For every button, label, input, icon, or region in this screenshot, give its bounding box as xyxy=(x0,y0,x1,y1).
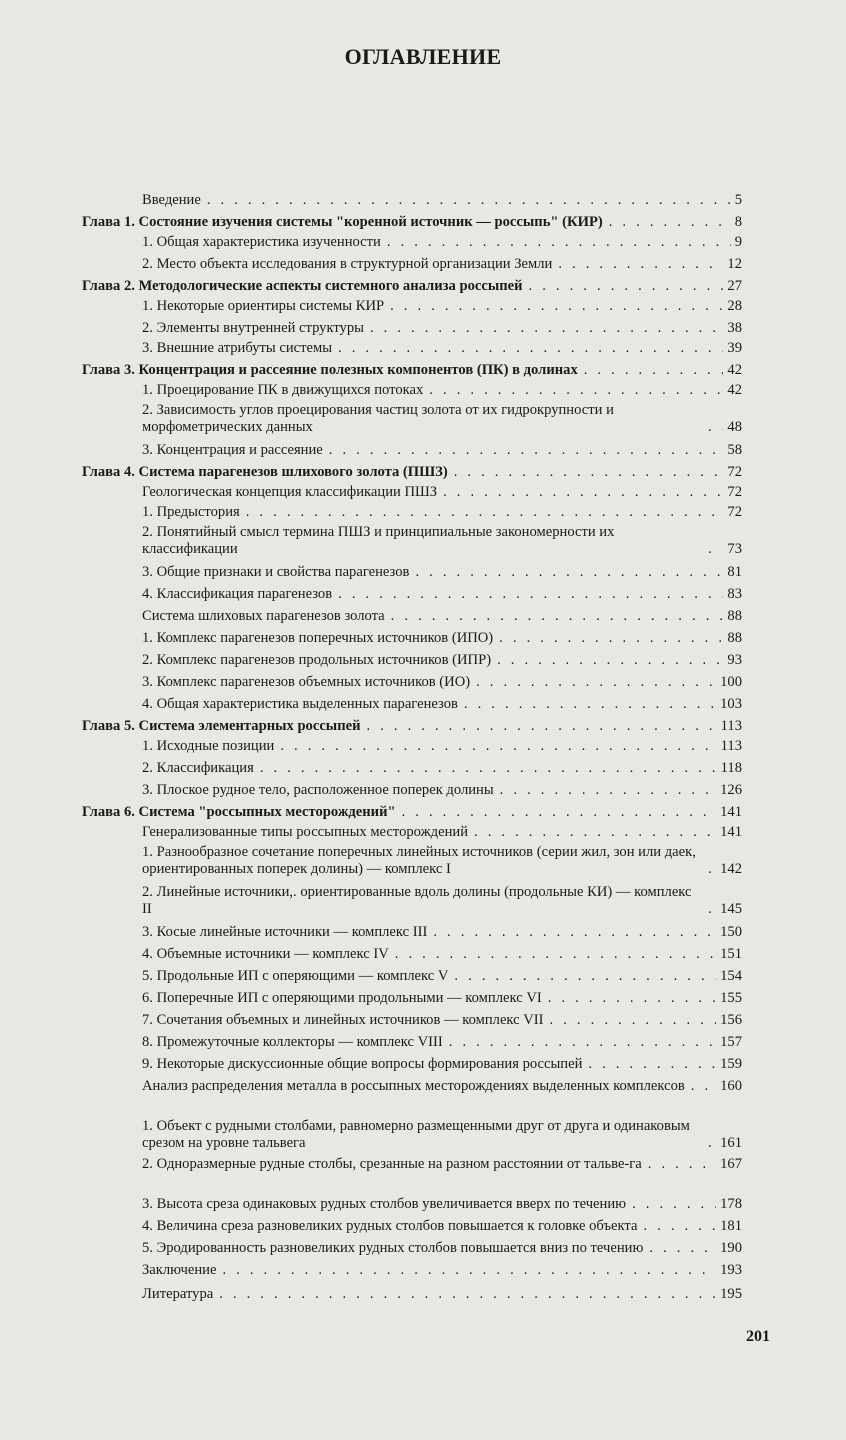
toc-entry xyxy=(142,630,742,647)
toc-entry-page: 8 xyxy=(734,214,742,230)
toc-leader-dots xyxy=(429,382,723,399)
toc-entry-page: 38 xyxy=(727,320,742,336)
toc-leader-dots xyxy=(387,234,731,251)
page-title: ОГЛАВЛЕНИЕ xyxy=(344,44,502,69)
toc-entry xyxy=(142,884,742,918)
toc-entry-title: 2. Линейные источники,. ориентированные вдоль долины (продольные КИ) — комплекс II xyxy=(142,884,696,917)
toc-leader-dots xyxy=(391,608,724,625)
toc-entry-title: 1. Общая характеристика изученности xyxy=(142,234,381,250)
toc-entry-title: Глава 3. Концентрация и рассеяние полезных компонентов (ПК) в долинах xyxy=(82,362,578,378)
toc-entry-page: 5 xyxy=(734,192,742,208)
toc-entry-title: Глава 6. Система "россыпных месторождений" xyxy=(82,804,396,820)
toc-leader-dots xyxy=(632,1196,716,1213)
toc-leader-dots xyxy=(454,968,716,985)
toc-entry-title: 3. Косые линейные источники — комплекс III xyxy=(142,924,428,940)
toc-entry-title: 2. Комплекс парагенезов продольных источников (ИПР) xyxy=(142,652,492,668)
toc-entry xyxy=(142,1012,742,1029)
toc-leader-dots xyxy=(390,298,723,315)
toc-entry-page: 150 xyxy=(720,924,742,940)
toc-entry xyxy=(142,1262,742,1279)
toc-entry-page: 195 xyxy=(720,1286,742,1302)
toc-entry-page: 141 xyxy=(720,804,742,820)
toc-entry xyxy=(142,484,742,501)
toc-entry-page: 161 xyxy=(720,1135,742,1151)
toc-chapter xyxy=(82,214,742,231)
toc-entry xyxy=(142,234,742,251)
toc-entry-page: 151 xyxy=(720,946,742,962)
toc-entry-title: Геологическая концепция классификации ПШЗ xyxy=(142,484,438,500)
toc-entry-title: 7. Сочетания объемных и линейных источников — комплекс VII xyxy=(142,1012,544,1028)
toc-entry-page: 58 xyxy=(727,442,742,458)
toc-entry-title: Генерализованные типы россыпных месторождений xyxy=(142,824,469,840)
toc-leader-dots xyxy=(367,718,717,735)
toc-entry-page: 126 xyxy=(720,782,742,798)
toc-entry xyxy=(142,504,742,521)
toc-entry xyxy=(142,1118,742,1152)
toc-entry xyxy=(142,564,742,581)
toc-entry xyxy=(142,608,742,625)
toc-entry-title: 2. Понятийный смысл термина ПШЗ и принципиальные закономерности их классификации xyxy=(142,524,619,557)
toc-leader-dots xyxy=(246,504,724,521)
toc-entry-page: 113 xyxy=(720,738,742,754)
toc-entry xyxy=(142,782,742,799)
toc-entry xyxy=(142,1156,742,1173)
toc-entry xyxy=(142,968,742,985)
toc-leader-dots xyxy=(550,1012,717,1029)
toc-leader-dots xyxy=(708,861,716,878)
toc-entry-title: 2. Место объекта исследования в структурной организации Земли xyxy=(142,256,553,272)
toc-entry-page: 88 xyxy=(727,630,742,646)
toc-leader-dots xyxy=(415,564,723,581)
toc-entry-title: 3. Плоское рудное тело, расположенное поперек долины xyxy=(142,782,494,798)
toc-entry-title: Глава 5. Система элементарных россыпей xyxy=(82,718,361,734)
toc-leader-dots xyxy=(402,804,717,821)
toc-entry-title: 9. Некоторые дискуссионные общие вопросы формирования россыпей xyxy=(142,1056,583,1072)
toc-entry-title: 5. Продольные ИП с оперяющими — комплекс V xyxy=(142,968,449,984)
toc-entry-page: 42 xyxy=(727,382,742,398)
toc-chapter xyxy=(82,718,742,735)
toc-chapter xyxy=(82,804,742,821)
toc-leader-dots xyxy=(558,256,723,273)
toc-entry-page: 193 xyxy=(720,1262,742,1278)
toc-entry-title: 1. Проецирование ПК в движущихся потоках xyxy=(142,382,424,398)
toc-leader-dots xyxy=(500,782,716,799)
toc-entry-title: Глава 4. Система парагенезов шлихового золота (ПШЗ) xyxy=(82,464,448,480)
toc-entry xyxy=(142,760,742,777)
toc-leader-dots xyxy=(708,419,723,436)
toc-leader-dots xyxy=(708,541,723,558)
toc-entry-page: 118 xyxy=(720,760,742,776)
toc-entry-title: 4. Величина среза разновеликих рудных столбов повышается к головке объекта xyxy=(142,1218,638,1234)
toc-entry xyxy=(142,192,742,209)
toc-leader-dots xyxy=(643,1218,716,1235)
toc-leader-dots xyxy=(395,946,716,963)
toc-entry-page: 88 xyxy=(727,608,742,624)
toc-entry-page: 9 xyxy=(734,234,742,250)
toc-entry-page: 42 xyxy=(727,362,742,378)
toc-entry-page: 73 xyxy=(727,541,742,557)
toc-entry xyxy=(142,990,742,1007)
toc-leader-dots xyxy=(433,924,716,941)
toc-entry-page: 181 xyxy=(720,1218,742,1234)
toc-leader-dots xyxy=(649,1240,716,1257)
toc-entry xyxy=(142,1196,742,1213)
toc-entry-title: 5. Эродированность разновеликих рудных столбов повышается вниз по течению xyxy=(142,1240,644,1256)
toc-entry xyxy=(142,738,742,755)
toc-leader-dots xyxy=(609,214,731,231)
toc-leader-dots xyxy=(476,674,716,691)
toc-entry-title: 1. Объект с рудными столбами, равномерно размещенными друг от друга и одинаковым срезом на уровне тальвега xyxy=(142,1118,694,1151)
toc-entry-page: 142 xyxy=(720,861,742,877)
toc-leader-dots xyxy=(588,1056,716,1073)
toc-entry-title: 4. Объемные источники — комплекс IV xyxy=(142,946,389,962)
toc-leader-dots xyxy=(329,442,724,459)
toc-entry-title: Заключение xyxy=(142,1262,217,1278)
toc-entry-page: 145 xyxy=(720,901,742,917)
toc-leader-dots xyxy=(548,990,716,1007)
toc-leader-dots xyxy=(260,760,717,777)
toc-entry-title: 1. Некоторые ориентиры системы КИР xyxy=(142,298,385,314)
toc-entry-title: 1. Исходные позиции xyxy=(142,738,275,754)
toc-entry-title: 3. Высота среза одинаковых рудных столбов увеличивается вверх по течению xyxy=(142,1196,627,1212)
toc-leader-dots xyxy=(529,278,724,295)
toc-entry-title: 3. Концентрация и рассеяние xyxy=(142,442,323,458)
toc-leader-dots xyxy=(207,192,731,209)
toc-entry-title: 2. Одноразмерные рудные столбы, срезанные на разном расстоянии от тальве-га xyxy=(142,1156,642,1172)
toc-entry-page: 81 xyxy=(727,564,742,580)
toc-entry xyxy=(142,1218,742,1235)
toc-leader-dots xyxy=(708,901,716,918)
toc-entry-page: 72 xyxy=(727,484,742,500)
toc-entry-title: 2. Зависимость углов проецирования частиц золота от их гидрокрупности и морфометрических данных xyxy=(142,402,618,435)
toc-entry-page: 157 xyxy=(720,1034,742,1050)
toc-entry-page: 167 xyxy=(720,1156,742,1172)
toc-entry xyxy=(142,340,742,357)
toc-entry-page: 39 xyxy=(727,340,742,356)
toc-entry xyxy=(142,320,742,337)
toc-entry-title: 1. Разнообразное сочетание поперечных линейных источников (серии жил, зон или даек, ориентированных поперек долины) — комплекс I xyxy=(142,844,700,877)
toc-entry-title: 4. Классификация парагенезов xyxy=(142,586,333,602)
toc-entry xyxy=(142,1240,742,1257)
toc-leader-dots xyxy=(219,1286,716,1303)
toc-chapter xyxy=(82,464,742,481)
toc-entry-page: 154 xyxy=(720,968,742,984)
toc-entry-page: 93 xyxy=(727,652,742,668)
toc-chapter xyxy=(82,362,742,379)
toc-entry xyxy=(142,256,742,273)
toc-entry xyxy=(142,824,742,841)
toc-leader-dots xyxy=(222,1262,716,1279)
toc-entry-page: 83 xyxy=(727,586,742,602)
toc-entry-page: 190 xyxy=(720,1240,742,1256)
toc-leader-dots xyxy=(454,464,724,481)
toc-entry xyxy=(142,298,742,315)
toc-leader-dots xyxy=(584,362,724,379)
toc-leader-dots xyxy=(338,586,723,603)
toc-entry-page: 72 xyxy=(727,504,742,520)
toc-entry-page: 178 xyxy=(720,1196,742,1212)
toc-entry xyxy=(142,1034,742,1051)
toc-entry-page: 113 xyxy=(720,718,742,734)
toc-leader-dots xyxy=(280,738,716,755)
toc-leader-dots xyxy=(464,696,716,713)
toc-leader-dots xyxy=(497,652,723,669)
toc-entry-title: 2. Элементы внутренней структуры xyxy=(142,320,364,336)
toc-entry-title: 3. Общие признаки и свойства парагенезов xyxy=(142,564,410,580)
toc-entry xyxy=(142,1078,742,1095)
toc-entry-title: Глава 2. Методологические аспекты системного анализа россыпей xyxy=(82,278,523,294)
toc-entry-page: 27 xyxy=(727,278,742,294)
toc-entry-title: 1. Предыстория xyxy=(142,504,240,520)
toc-entry xyxy=(142,382,742,399)
toc-leader-dots xyxy=(499,630,723,647)
toc-entry-page: 72 xyxy=(727,464,742,480)
toc-leader-dots xyxy=(648,1156,716,1173)
toc-leader-dots xyxy=(708,1135,716,1152)
toc-entry xyxy=(142,674,742,691)
toc-entry xyxy=(142,696,742,713)
toc-entry xyxy=(142,1286,742,1303)
toc-entry-title: 1. Комплекс парагенезов поперечных источников (ИПО) xyxy=(142,630,494,646)
toc-entry xyxy=(142,924,742,941)
toc-entry-page: 100 xyxy=(720,674,742,690)
toc-entry-title: 6. Поперечные ИП с оперяющими продольными — комплекс VI xyxy=(142,990,542,1006)
toc-entry-page: 160 xyxy=(720,1078,742,1094)
toc-entry-title: Система шлиховых парагенезов золота xyxy=(142,608,385,624)
toc-leader-dots xyxy=(691,1078,716,1095)
toc-entry-page: 155 xyxy=(720,990,742,1006)
toc-entry xyxy=(142,402,742,436)
toc-chapter xyxy=(82,278,742,295)
toc-entry xyxy=(142,844,742,878)
toc-entry-title: 2. Классификация xyxy=(142,760,254,776)
toc-entry-title: 3. Комплекс парагенезов объемных источников (ИО) xyxy=(142,674,471,690)
page-number: 201 xyxy=(746,1328,770,1345)
toc-entry-title: 4. Общая характеристика выделенных парагенезов xyxy=(142,696,458,712)
toc-leader-dots xyxy=(370,320,723,337)
toc-entry-page: 12 xyxy=(727,256,742,272)
toc-entry xyxy=(142,1056,742,1073)
toc-entry-title: Анализ распределения металла в россыпных месторождениях выделенных комплексов xyxy=(142,1078,685,1094)
toc-entry xyxy=(142,524,742,558)
toc-entry-page: 141 xyxy=(720,824,742,840)
toc-entry-title: Глава 1. Состояние изучения системы "коренной источник — россыпь" (КИР) xyxy=(82,214,603,230)
toc-entry xyxy=(142,442,742,459)
toc-entry xyxy=(142,586,742,603)
toc-entry-title: 3. Внешние атрибуты системы xyxy=(142,340,333,356)
toc-entry-title: Литература xyxy=(142,1286,214,1302)
toc-entry-page: 159 xyxy=(720,1056,742,1072)
toc-entry-page: 48 xyxy=(727,419,742,435)
toc-entry xyxy=(142,652,742,669)
toc-leader-dots xyxy=(443,484,723,501)
toc-entry xyxy=(142,946,742,963)
toc-leader-dots xyxy=(449,1034,716,1051)
toc-entry-page: 28 xyxy=(727,298,742,314)
toc-leader-dots xyxy=(338,340,723,357)
toc-leader-dots xyxy=(474,824,716,841)
toc-entry-page: 156 xyxy=(720,1012,742,1028)
toc-entry-title: 8. Промежуточные коллекторы — комплекс VIII xyxy=(142,1034,443,1050)
toc-entry-title: Введение xyxy=(142,192,201,208)
toc-entry-page: 103 xyxy=(720,696,742,712)
